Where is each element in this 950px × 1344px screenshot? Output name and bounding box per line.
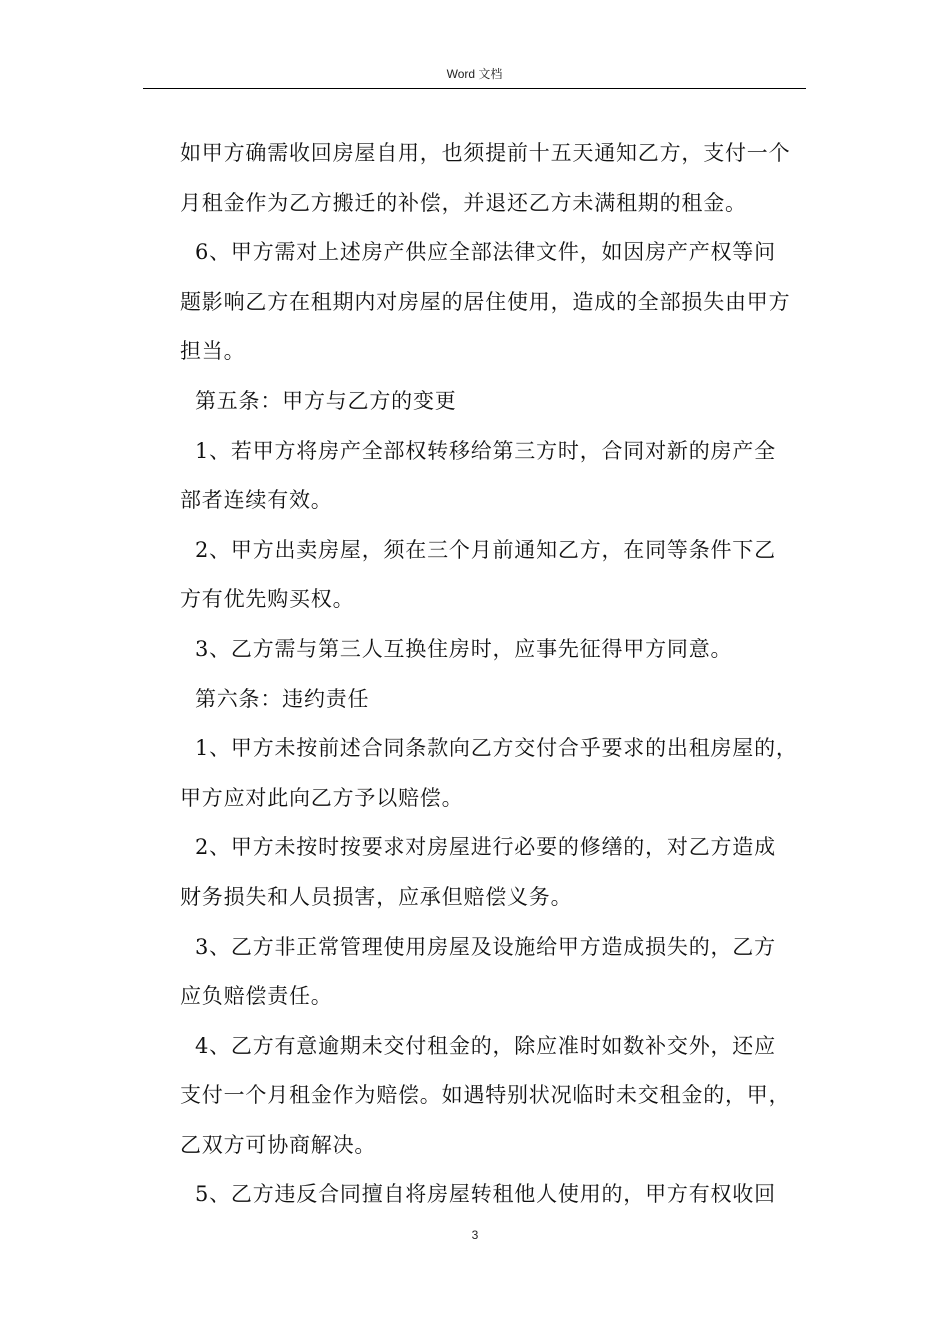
text-line: 4、乙方有意逾期未交付租金的，除应准时如数补交外，还应 [180,1033,776,1058]
text-line: 月租金作为乙方搬迁的补偿，并退还乙方未满租期的租金。 [180,190,747,215]
text-line: 担当。 [180,339,246,364]
text-line: 方有优先购买权。 [180,587,355,612]
text-line: 1、若甲方将房产全部权转移给第三方时，合同对新的房产全 [180,438,776,463]
text-line: 6、甲方需对上述房产供应全部法律文件，如因房产产权等问 [180,240,776,265]
section-heading: 第五条：甲方与乙方的变更 [180,388,457,413]
text-line: 3、乙方非正常管理使用房屋及设施给甲方造成损失的，乙方 [180,934,776,959]
text-line: 2、甲方出卖房屋，须在三个月前通知乙方，在同等条件下乙 [180,537,776,562]
text-line: 题影响乙方在租期内对房屋的居住使用，造成的全部损失由甲方 [180,289,791,314]
text-line: 甲方应对此向乙方予以赔偿。 [180,785,464,810]
section-heading: 第六条：违约责任 [180,686,370,711]
text-line: 3、乙方需与第三人互换住房时，应事先征得甲方同意。 [180,636,733,661]
text-line: 如甲方确需收回房屋自用，也须提前十五天通知乙方，支付一个 [180,141,791,165]
text-line: 部者连续有效。 [180,488,333,513]
text-line: 2、甲方未按时按要求对房屋进行必要的修缮的，对乙方造成 [180,835,776,860]
page-number: 3 [471,1228,479,1242]
text-line: 支付一个月租金作为赔偿。如遇特别状况临时未交租金的，甲， [180,1083,791,1108]
document-body [180,129,798,1220]
text-line: 5、乙方违反合同擅自将房屋转租他人使用的，甲方有权收回 [180,1182,776,1207]
header-divider [143,88,806,89]
text-line: 乙双方可协商解决。 [180,1132,377,1157]
text-line: 财务损失和人员损害，应承但赔偿义务。 [180,884,573,909]
text-line: 1、甲方未按前述合同条款向乙方交付合乎要求的出租房屋的， [180,736,798,761]
text-line: 应负赔偿责任。 [180,984,333,1009]
page-header: Word 文档 [446,67,503,81]
